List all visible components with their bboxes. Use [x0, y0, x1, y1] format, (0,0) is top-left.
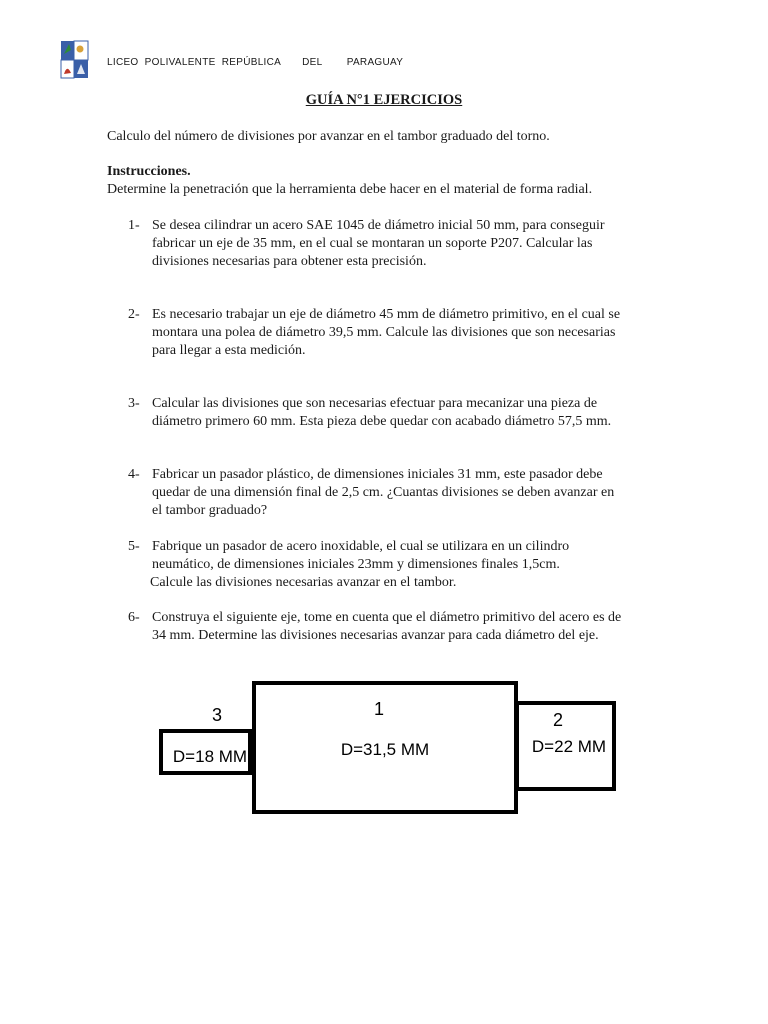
exercise-line: quedar de una dimensión final de 2,5 cm. ¿Cuantas divisiones se deben avanzar en [152, 485, 615, 500]
exercise-line: Fabrique un pasador de acero inoxidable, el cual se utilizara en un cilindro [152, 539, 570, 554]
exercise-number: 3- [128, 396, 140, 411]
exercise-line: Calcule las divisiones necesarias avanzar en el tambor. [150, 575, 457, 590]
exercise-line: Calcular las divisiones que son necesarias efectuar para mecanizar una pieza de [152, 396, 598, 411]
exercise-number: 1- [128, 218, 140, 233]
exercise-line: Es necesario trabajar un eje de diámetro 45 mm de diámetro primitivo, en el cual se [152, 307, 621, 322]
section-1-label: D=31,5 MM [340, 740, 430, 759]
exercise-line: montara una polea de diámetro 39,5 mm. Calcule las divisiones que son necesarias [152, 325, 616, 340]
institution-header: LICEO POLIVALENTE REPÚBLICA DEL PARAGUAY [107, 57, 404, 68]
exercise-line: el tambor graduado? [152, 503, 268, 518]
instructions-text: Determine la penetración que la herramienta debe hacer en el material de forma radial. [107, 182, 593, 197]
section-2-number: 2 [552, 710, 564, 730]
section-3-number: 3 [211, 705, 223, 725]
section-3-label: D=18 MM [172, 747, 248, 766]
exercise-number: 4- [128, 467, 140, 482]
exercise-number: 2- [128, 307, 140, 322]
exercise-number: 5- [128, 539, 140, 554]
exercise-number: 6- [128, 610, 140, 625]
exercise-line: para llegar a esta medición. [152, 343, 306, 358]
exercise-line: fabricar un eje de 35 mm, en el cual se montaran un soporte P207. Calcular las [152, 236, 593, 251]
exercise-line: 34 mm. Determine las divisiones necesarias avanzar para cada diámetro del eje. [152, 628, 599, 643]
exercise-line: Construya el siguiente eje, tome en cuenta que el diámetro primitivo del acero es de [152, 610, 622, 625]
page-title: GUÍA N°1 EJERCICIOS [305, 92, 463, 108]
exercise-line: neumático, de dimensiones iniciales 23mm y dimensiones finales 1,5cm. [152, 557, 560, 572]
exercise-line: Se desea cilindrar un acero SAE 1045 de diámetro inicial 50 mm, para conseguir [152, 218, 605, 233]
instructions-heading: Instrucciones. [107, 164, 191, 179]
exercise-line: divisiones necesarias para obtener esta precisión. [152, 254, 427, 269]
exercise-line: Fabricar un pasador plástico, de dimensiones iniciales 31 mm, este pasador debe [152, 467, 603, 482]
subtitle: Calculo del número de divisiones por avanzar en el tambor graduado del torno. [107, 129, 550, 144]
exercise-line: diámetro primero 60 mm. Esta pieza debe quedar con acabado diámetro 57,5 mm. [152, 414, 612, 429]
section-1-number: 1 [373, 699, 385, 719]
section-2-label: D=22 MM [531, 737, 607, 756]
